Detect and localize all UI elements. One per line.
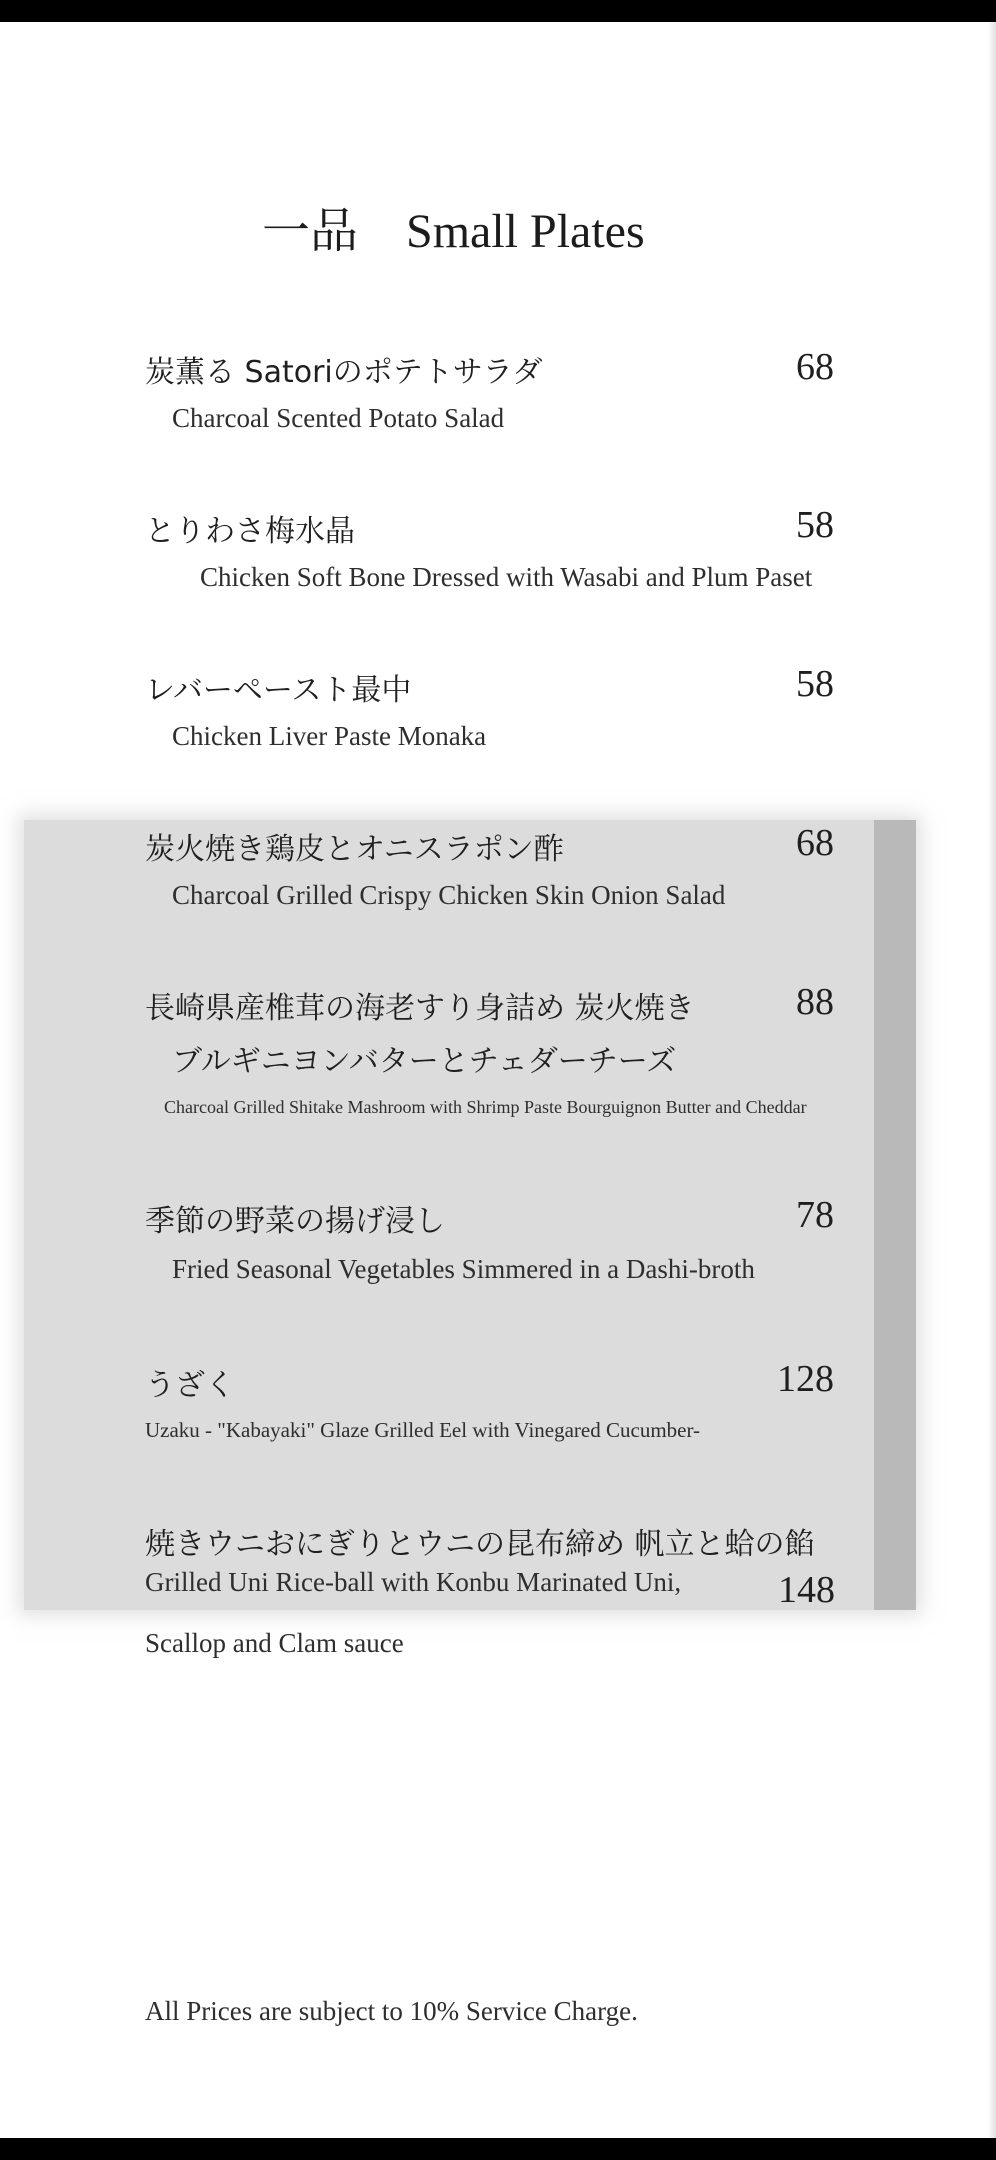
top-black-bar: [0, 0, 996, 22]
item-8-english-name: Grilled Uni Rice-ball with Konbu Marinated Uni,: [145, 1567, 682, 1597]
item-6-english-name: Fried Seasonal Vegetables Simmered in a Dashi-broth: [172, 1254, 755, 1284]
item-2-japanese-name: とりわさ梅水晶: [145, 514, 355, 549]
page-edge-shadow: [988, 22, 996, 2138]
service-charge-note: All Prices are subject to 10% Service Charge.: [145, 1996, 638, 2026]
item-8-japanese-name: 焼きウニおにぎりとウニの昆布締め 帆立と蛤の餡: [145, 1527, 815, 1562]
item-8-price: 148: [778, 1569, 835, 1611]
item-8-english-name-line-2: Scallop and Clam sauce: [145, 1628, 404, 1658]
bottom-black-bar: [0, 2138, 996, 2160]
item-2-price: 58: [796, 504, 834, 546]
overlay-right-band: [874, 820, 916, 1610]
menu-title: 一品 Small Plates: [262, 205, 645, 258]
item-4-price: 68: [796, 822, 834, 864]
item-6-japanese-name: 季節の野菜の揚げ浸し: [145, 1204, 445, 1239]
item-1-japanese-name: 炭薫る Satoriのポテトサラダ: [145, 355, 543, 390]
item-4-japanese-name: 炭火焼き鶏皮とオニスラポン酢: [145, 832, 564, 867]
item-2-english-name: Chicken Soft Bone Dressed with Wasabi and Plum Paset: [200, 562, 813, 592]
item-7-japanese-name: うざく: [145, 1368, 235, 1403]
item-1-english-name: Charcoal Scented Potato Salad: [172, 403, 505, 433]
item-7-english-name: Uzaku - "Kabayaki" Glaze Grilled Eel with Vinegared Cucumber-: [145, 1418, 701, 1442]
item-5-japanese-name-line-2: ブルギニヨンバターとチェダーチーズ: [172, 1044, 677, 1079]
item-3-japanese-name: レバーペースト最中: [145, 673, 412, 708]
item-5-price: 88: [796, 981, 834, 1023]
item-1-price: 68: [796, 346, 834, 388]
item-3-english-name: Chicken Liver Paste Monaka: [172, 721, 487, 751]
item-7-price: 128: [777, 1358, 834, 1400]
item-5-japanese-name: 長崎県産椎茸の海老すり身詰め 炭火焼き: [145, 991, 695, 1026]
item-3-price: 58: [796, 663, 834, 705]
item-6-price: 78: [796, 1194, 834, 1236]
item-4-english-name: Charcoal Grilled Crispy Chicken Skin Onion Salad: [172, 880, 726, 910]
item-5-english-name: Charcoal Grilled Shitake Mashroom with Shrimp Paste Bourguignon Butter and Cheddar: [164, 1097, 807, 1117]
